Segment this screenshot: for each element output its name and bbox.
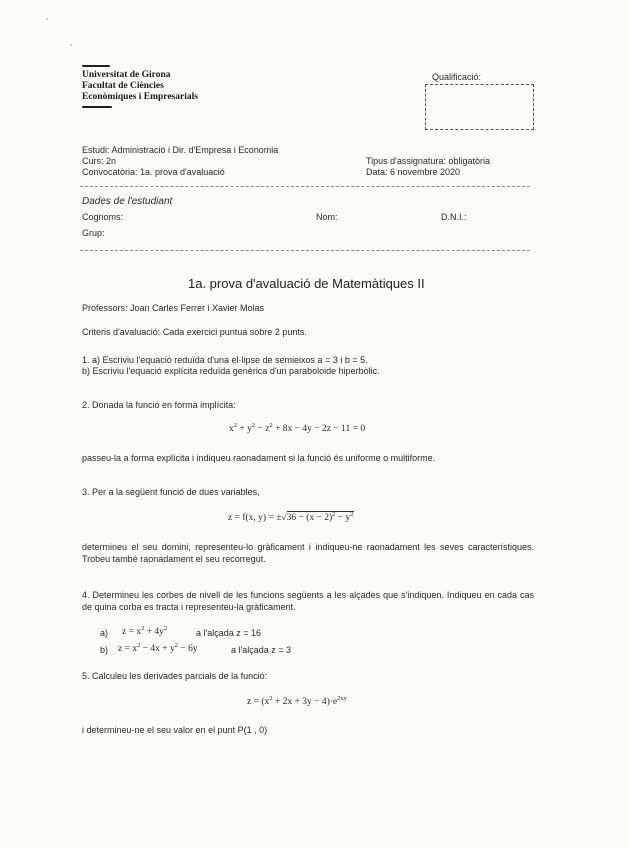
exercise-3-sqrt-body: 36 − (x − 2) bbox=[286, 513, 333, 523]
exercise-4a-height: a l'alçada z = 16 bbox=[196, 628, 262, 638]
exercise-5-equation: $z = (x^2 + 2x + 3y - 4)\cdot e^{2xy}$ bbox=[247, 695, 347, 707]
scan-speck bbox=[70, 44, 72, 46]
exercise-1a: 1. a) Escriviu l'equació reduïda d'una el·lipse de semieixos a = 3 i b = 5. bbox=[82, 355, 368, 365]
logo-line-3: Econòmiques i Empresarials bbox=[82, 92, 198, 102]
qualification-label: Qualificació: bbox=[432, 72, 482, 82]
logo-line-1: Universitat de Girona bbox=[82, 70, 171, 80]
year-line: Curs: 2n bbox=[82, 156, 117, 166]
exercise-2-equation: $x^2 + y^2 - z^2 + 8x - 4y - 2z - 11 = 0$ bbox=[229, 422, 366, 434]
exercise-2-intro: 2. Donada la funció en forma implícita: bbox=[82, 400, 236, 410]
logo-line-2: Facultat de Ciències bbox=[82, 81, 164, 91]
exercise-4b-height: a l'alçada z = 3 bbox=[231, 645, 292, 655]
exercise-3-equation: z = f(x, $y) = \pm√36 - (x - 2)^2 - y^2$ bbox=[228, 511, 354, 523]
exercise-4b-function: $z = x^2 - 4x + y^2 - 6y$ bbox=[118, 642, 198, 654]
exercise-5-intro: 5. Calculeu les derivades parcials de la funció: bbox=[82, 671, 268, 681]
subject-type: Tipus d'assignatura: obligatòria bbox=[366, 156, 490, 166]
exam-title: 1a. prova d'avaluació de Matemàtiques II bbox=[188, 276, 425, 291]
exercise-5-text: i determineu-ne el seu valor en el punt P(1 , 0) bbox=[82, 725, 268, 735]
scan-speck bbox=[46, 18, 48, 20]
exercise-2-equation-rest: + 8x − 4y − 2z − 11 = 0 bbox=[275, 424, 366, 434]
exercise-4-text: 4. Determineu les corbes de nivell de les funcions següents a les alçades que s'indiquen. Indiqueu en cada cas de quina corba es tracta i representeu-la gràficament. bbox=[82, 590, 534, 612]
logo-bottom-bar bbox=[82, 106, 112, 108]
exercise-5-exponent: 2xy bbox=[337, 695, 347, 702]
exam-date: Data: 6 novembre 2020 bbox=[366, 167, 461, 177]
study-line: Estudi: Administració i Dir. d'Empresa i Economia bbox=[82, 145, 279, 155]
surnames-field[interactable]: Cognoms: bbox=[82, 212, 124, 222]
student-data-heading: Dades de l'estudiant bbox=[82, 196, 173, 207]
exercise-3-text: determineu el seu domini, representeu-lo gràficament i indiqueu-ne raonadament les seves característiques. Trobeu també raonadament el seu recorregut. bbox=[82, 542, 534, 564]
call-line: Convocatòria: 1a. prova d'avaluació bbox=[82, 167, 225, 177]
group-field[interactable]: Grup: bbox=[82, 228, 105, 238]
id-field[interactable]: D.N.I.: bbox=[441, 212, 467, 222]
exercise-1b: b) Escriviu l'equació explícita reduïda genèrica d'un paraboloide hiperbòlic. bbox=[82, 366, 380, 376]
exercise-3-intro: 3. Per a la següent funció de dues variables, bbox=[82, 487, 260, 497]
divider bbox=[80, 186, 530, 187]
exercise-4a-function: $z = x^2 + 4y^2$ bbox=[122, 625, 168, 637]
exercise-3-eq-left: z = f(x, y) = bbox=[228, 513, 274, 523]
exercise-4a-label: a) bbox=[100, 628, 109, 638]
exercise-4b-label: b) bbox=[100, 645, 109, 655]
name-field[interactable]: Nom: bbox=[316, 212, 338, 222]
qualification-box[interactable] bbox=[425, 84, 534, 130]
logo-top-bar bbox=[82, 65, 110, 67]
exercise-2-text: passeu-la a forma explícita i indiqueu raonadament si la funció és uniforme o multiforme. bbox=[82, 453, 436, 463]
exercise-5-eq-mid: + 2x + 3y − 4)·e bbox=[274, 697, 338, 707]
divider bbox=[80, 250, 530, 251]
evaluation-criteria: Criteris d'avaluació: Cada exercici puntua sobre 2 punts. bbox=[82, 327, 307, 337]
professors: Professors: Joan Carles Ferrer i Xavier Molas bbox=[82, 303, 265, 313]
